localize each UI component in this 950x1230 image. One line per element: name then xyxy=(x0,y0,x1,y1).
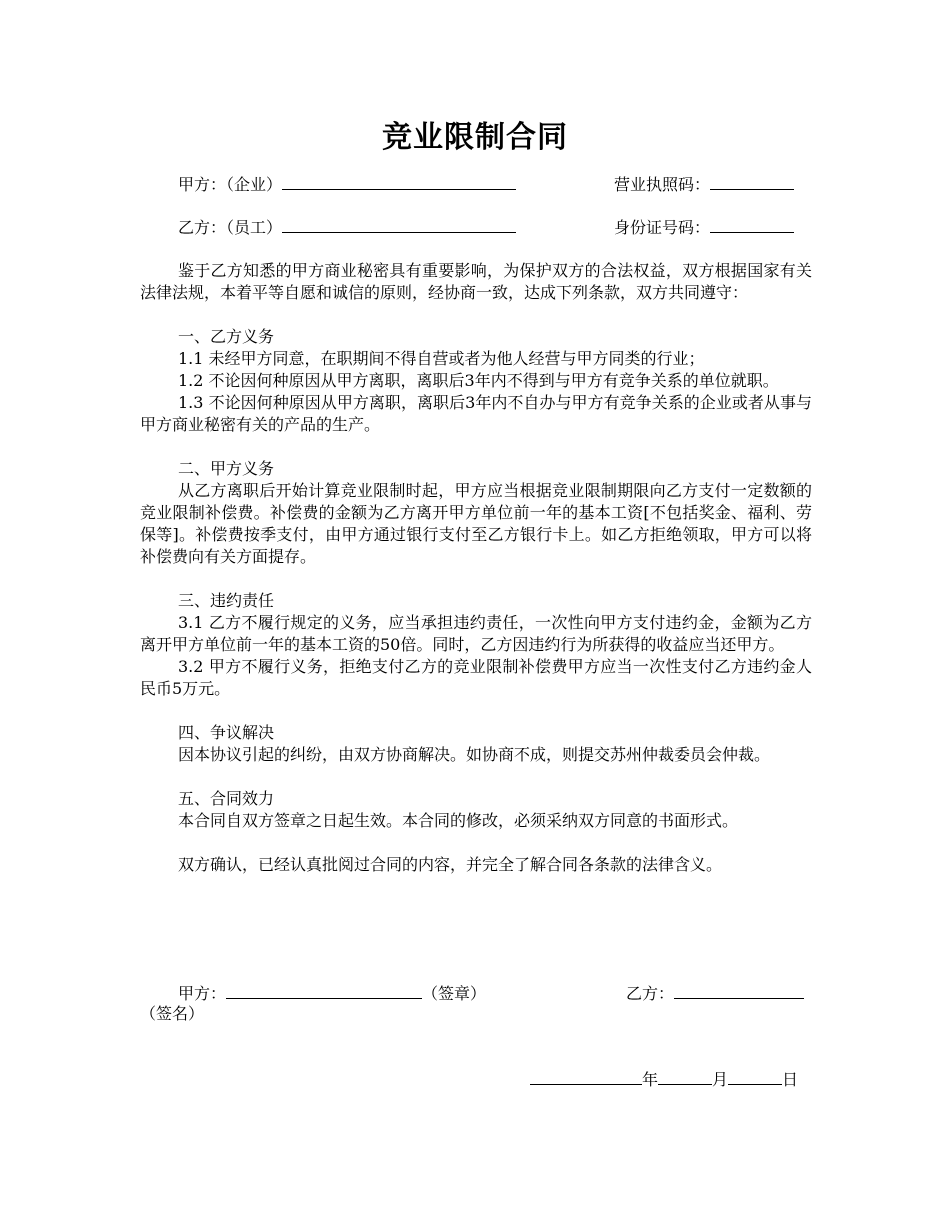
party-a-blank[interactable] xyxy=(282,173,516,190)
party-b-blank[interactable] xyxy=(282,216,516,233)
section-2-text: 从乙方离职后开始计算竞业限制时起，甲方应当根据竞业限制期限向乙方支付一定数额的竞业限制补偿费。补偿费的金额为乙方离开甲方单位前一年的基本工资[不包括奖金、福利、劳保等]。补偿费按季支付，由甲方通过银行支付至乙方银行卡上。如乙方拒绝领取，甲方可以将补偿费向有关方面提存。 xyxy=(140,481,812,566)
confirmation-statement: 双方确认，已经认真批阅过合同的内容，并完全了解合同各条款的法律含义。 xyxy=(178,855,723,874)
section-2-heading: 二、甲方义务 xyxy=(178,459,275,478)
license-label: 营业执照码： xyxy=(614,175,711,194)
sig-party-a-label: 甲方： xyxy=(178,984,227,1003)
party-a-line xyxy=(178,173,516,196)
clause-1-1: 1.1 未经甲方同意，在职期间不得自营或者为他人经营与甲方同类的行业； xyxy=(178,349,705,368)
section-4-heading: 四、争议解决 xyxy=(178,723,275,742)
year-label: 年 xyxy=(642,1070,659,1089)
id-blank[interactable] xyxy=(710,216,794,233)
party-b-signature-blank[interactable] xyxy=(674,982,804,999)
clause-3-1: 3.1 乙方不履行规定的义务，应当承担违约责任，一次性向甲方支付违约金，金额为乙方离开甲方单位前一年的基本工资的50倍。同时，乙方因违约行为所获得的收益应当还甲方。 xyxy=(140,613,812,654)
section-4-text: 因本协议引起的纠纷，由双方协商解决。如协商不成，则提交苏州仲裁委员会仲裁。 xyxy=(178,745,771,764)
party-a-signature-line xyxy=(178,982,486,1005)
party-b-line xyxy=(178,216,516,239)
section-5-text: 本合同自双方签章之日起生效。本合同的修改，必须采纳双方同意的书面形式。 xyxy=(178,811,739,830)
section-5-heading: 五、合同效力 xyxy=(178,789,275,808)
clause-1-3: 1.3 不论因何种原因从甲方离职，离职后3年内不自办与甲方有竞争关系的企业或者从事与甲方商业秘密有关的产品的生产。 xyxy=(140,393,812,434)
party-b-signature-line xyxy=(626,982,804,1005)
party-b-label: 乙方：（员工） xyxy=(178,218,283,237)
document-title: 竞业限制合同 xyxy=(382,120,568,155)
date-line xyxy=(530,1068,798,1091)
party-a-label: 甲方：（企业） xyxy=(178,175,283,194)
id-label: 身份证号码： xyxy=(614,218,711,237)
section-1-heading: 一、乙方义务 xyxy=(178,327,275,346)
sig-party-b-label: 乙方： xyxy=(626,984,675,1003)
preamble: 鉴于乙方知悉的甲方商业秘密具有重要影响，为保护双方的合法权益，双方根据国家有关法律法规，本着平等自愿和诚信的原则，经协商一致，达成下列条款，双方共同遵守： xyxy=(140,261,812,302)
license-line xyxy=(614,173,794,196)
month-label: 月 xyxy=(712,1070,729,1089)
day-blank[interactable] xyxy=(728,1068,782,1085)
seal-label: （签章） xyxy=(422,984,487,1003)
contract-body xyxy=(140,260,812,876)
sign-label-line xyxy=(140,1003,204,1025)
day-label: 日 xyxy=(782,1070,799,1089)
month-blank[interactable] xyxy=(658,1068,712,1085)
sign-label: （签名） xyxy=(140,1004,205,1023)
id-line xyxy=(614,216,794,239)
clause-1-2: 1.2 不论因何种原因从甲方离职，离职后3年内不得到与甲方有竞争关系的单位就职。 xyxy=(178,371,779,390)
license-blank[interactable] xyxy=(710,173,794,190)
clause-3-2: 3.2 甲方不履行义务，拒绝支付乙方的竞业限制补偿费甲方应当一次性支付乙方违约金人民币5万元。 xyxy=(140,657,812,698)
party-a-signature-blank[interactable] xyxy=(226,982,422,999)
section-3-heading: 三、违约责任 xyxy=(178,591,275,610)
year-blank[interactable] xyxy=(530,1068,642,1085)
